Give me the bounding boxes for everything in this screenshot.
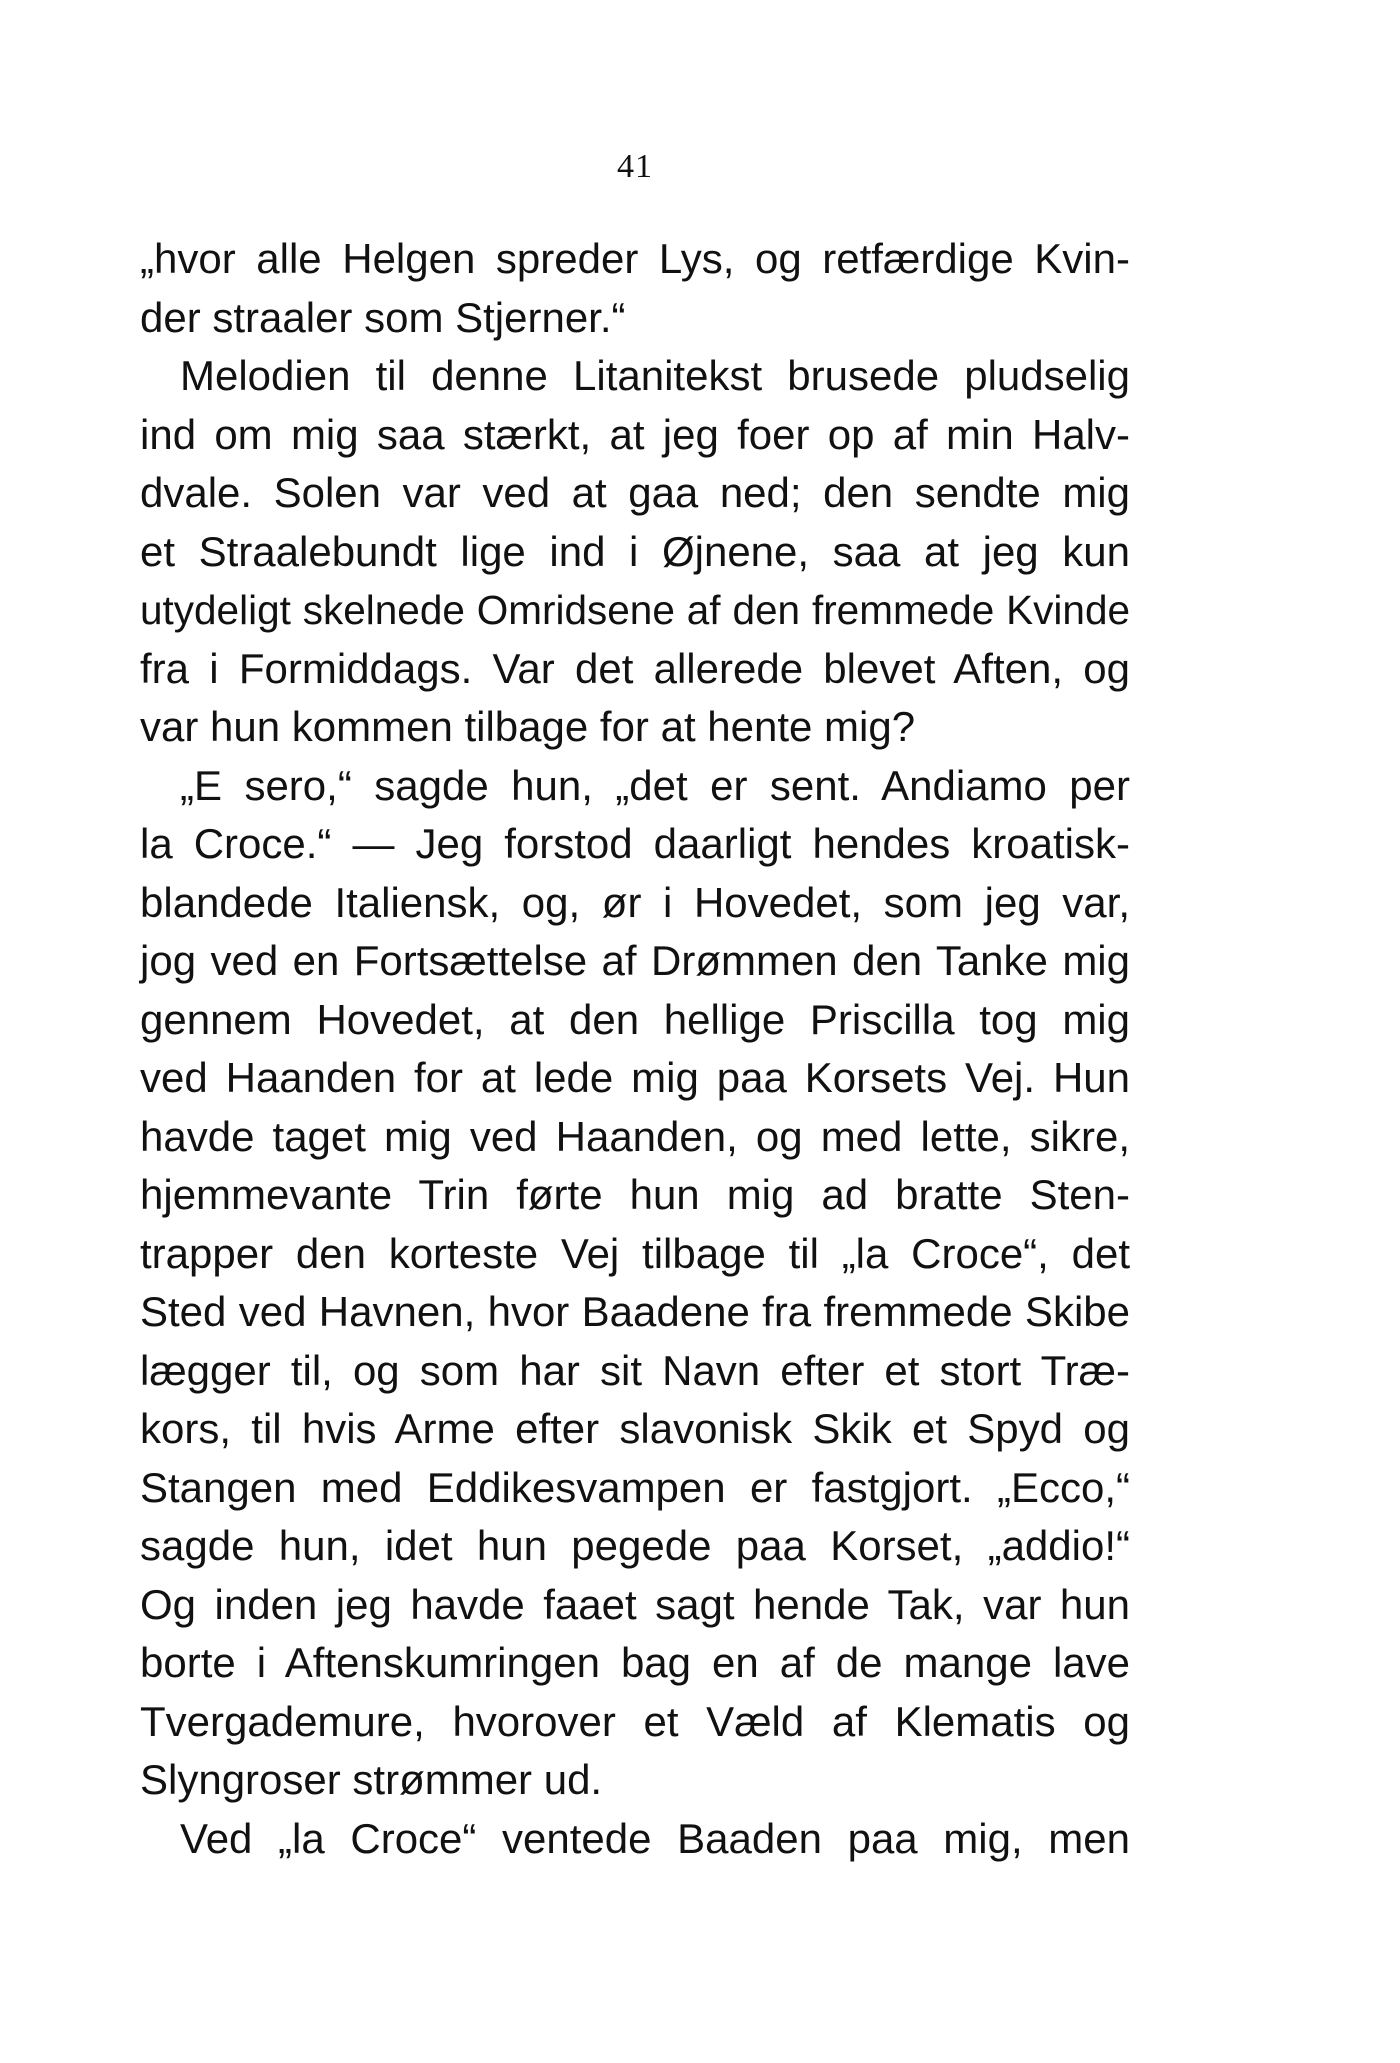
text-line: Melodien til denne Litanitekst brusede pludselig	[180, 352, 1130, 399]
text-line: Tvergademure, hvorover et Væld af Klematis og	[140, 1697, 1130, 1745]
text-line: lægger til, og som har sit Navn efter et stort Træ-	[140, 1346, 1130, 1394]
text-line: ved Haanden for at lede mig paa Korsets Vej. Hun	[140, 1054, 1130, 1101]
text-line: utydeligt skelnede Omridsene af den fremmede Kvinde	[140, 587, 1130, 633]
text-line: ind om mig saa stærkt, at jeg foer op af min Halv-	[140, 410, 1130, 458]
text-line: jog ved en Fortsættelse af Drømmen den Tanke mig	[140, 937, 1130, 984]
page-number: 41	[617, 148, 653, 185]
text-line: var hun kommen tilbage for at hente mig?	[140, 703, 916, 750]
text-line: „E sero,“ sagde hun, „det er sent. Andiamo per	[180, 761, 1130, 809]
text-line: et Straalebundt lige ind i Øjnene, saa at jeg kun	[140, 527, 1130, 575]
text-line: borte i Aftenskumringen bag en af de mange lave	[140, 1639, 1130, 1686]
text-line: la Croce.“ — Jeg forstod daarligt hendes kroatisk-	[140, 820, 1130, 867]
text-line: kors, til hvis Arme efter slavonisk Skik et Spyd og	[140, 1405, 1130, 1452]
text-line: „hvor alle Helgen spreder Lys, og retfærdige Kvin-	[140, 235, 1130, 282]
text-line: hjemmevante Trin førte hun mig ad bratte Sten-	[140, 1171, 1130, 1218]
text-line: Sted ved Havnen, hvor Baadene fra fremmede Skibe	[140, 1288, 1130, 1335]
text-line: Slyngroser strømmer ud.	[140, 1756, 603, 1803]
text-line: der straaler som Stjerner.“	[140, 293, 626, 341]
text-line: fra i Formiddags. Var det allerede blevet Aften, og	[140, 644, 1130, 692]
text-line: dvale. Solen var ved at gaa ned; den sendte mig	[140, 469, 1130, 516]
text-line: havde taget mig ved Haanden, og med lette, sikre,	[140, 1112, 1130, 1160]
text-line: Og inden jeg havde faaet sagt hende Tak, var hun	[140, 1580, 1130, 1628]
text-line: Ved „la Croce“ ventede Baaden paa mig, men	[180, 1814, 1130, 1862]
text-line: gennem Hovedet, at den hellige Priscilla tog mig	[140, 995, 1130, 1043]
body-text	[140, 230, 1130, 1868]
text-line: blandede Italiensk, og, ør i Hovedet, som jeg var,	[140, 878, 1130, 926]
text-line: sagde hun, idet hun pegede paa Korset, „addio!“	[140, 1522, 1130, 1569]
text-line: Stangen med Eddikesvampen er fastgjort. „Ecco,“	[140, 1463, 1130, 1511]
text-line: trapper den korteste Vej tilbage til „la Croce“, det	[140, 1229, 1130, 1277]
